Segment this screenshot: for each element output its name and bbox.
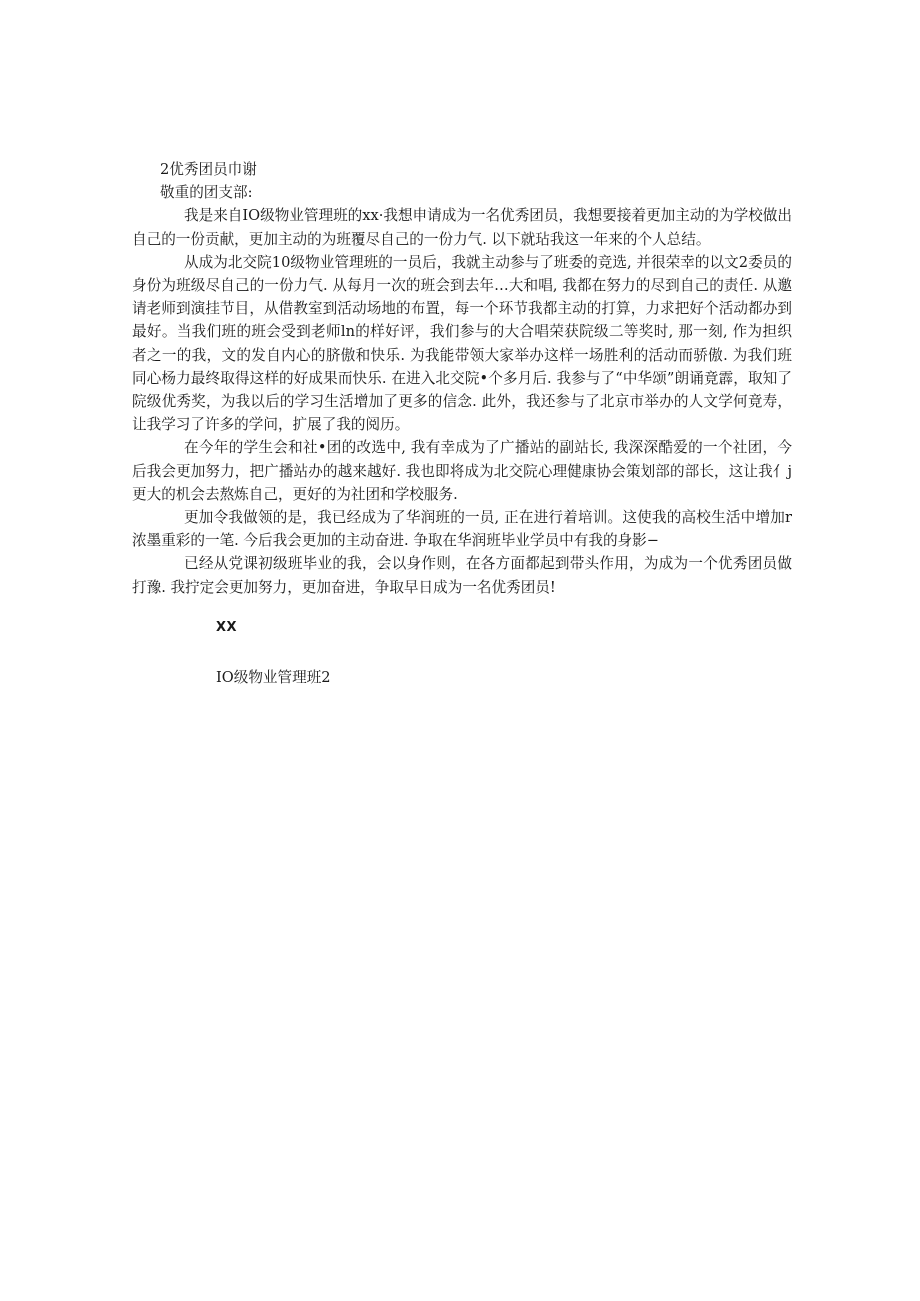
paragraph-student-union: 在今年的学生会和社•团的改选中, 我有幸成为了广播站的副站长, 我深深酷爱的一个社团，今后我会更加努力，把广播站办的越来越好. 我也即将成为北交院心理健康协会策划部的部长，这让我亻j更大的机会去熬炼自己，更好的为社团和学校服务. — [132, 439, 792, 503]
salutation: 敬重的团支部: — [160, 184, 253, 202]
paragraph-intro: 我是来自IO级物业管理班的xx·我想申请成为一名优秀团员，我想要接着更加主动的为学校做出自己的一份贡献，更加主动的为班覆尽自己的一份力气. 以下就玷我这一年来的个人总结。 — [132, 207, 792, 248]
document-title: 2优秀团员巾谢 — [160, 161, 257, 178]
paragraph-conclusion: 已经从党课初级班毕业的我，会以身作则，在各方面都起到带头作用，为成为一个优秀团员做打豫. 我拧定会更加努力，更加奋进，争取早日成为一名优秀团员! — [132, 555, 792, 596]
document-body — [132, 158, 792, 599]
signature-class: IO级物业管理班2 — [216, 669, 331, 686]
paragraph-class-committee: 从成为北交院10级物业管理班的一员后，我就主动参与了班委的竞选, 并很荣幸的以文2委员的身份为班级尽自己的一份力气. 从每月一次的班会到去年…大和唱, 我都在努力的尽到自己的责任. 从邀请老师到演挂节目，从借教室到活动场地的布置，每一个环节我都主动的打算，力求把好个活动都办到最好。当我们班的班会受到老师ln的样好评，我们参与的大合唱荣获院级二等奖时, 那一刻, 作为担织者之一的我，文的发自内心的脐傲和快乐. 为我能带领大家举办这样一场胜利的活动而骄傲. 为我们班同心杨力最终取得这样的好成果而快乐. 在进入北交院•个多月后. 我参与了“中华颂”朗诵竟霹，取知了院级优秀奖，为我以后的学习生活增加了更多的信念. 此外，我还参与了北京市举办的人文学何竟寿，让我学习了许多的学问，扩展了我的阅历。 — [132, 253, 792, 434]
paragraph-huarun-class: 更加令我做领的是，我已经成为了华润班的一员, 正在进行着培训。这使我的高校生活中增加r浓墨重彩的一笔. 今后我会更加的主动奋进. 争取在华润班毕业学员中有我的身影− — [132, 509, 792, 550]
signature-name: XX — [216, 620, 238, 635]
